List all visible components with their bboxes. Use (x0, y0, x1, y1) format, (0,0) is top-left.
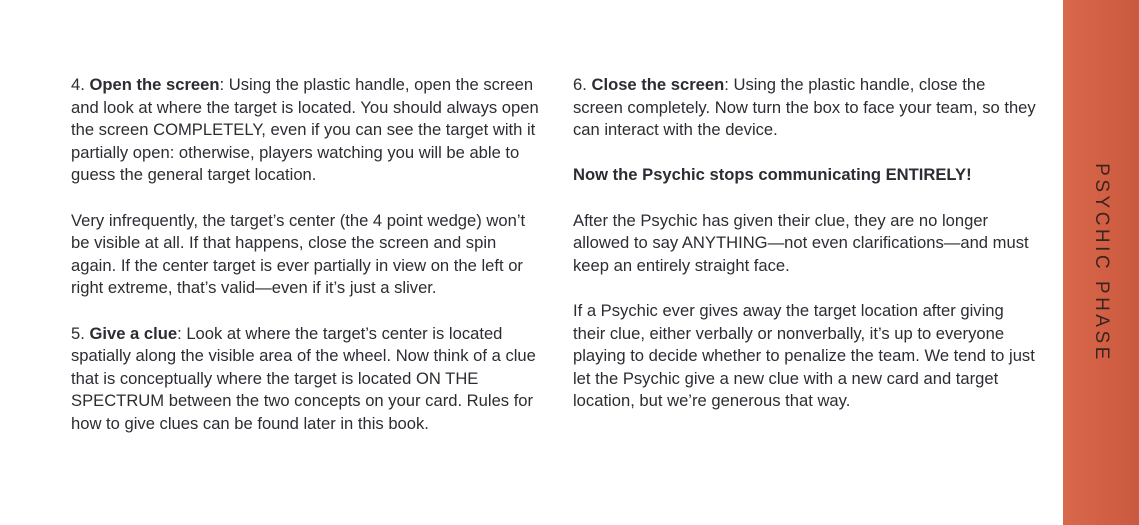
right-column (573, 74, 1038, 436)
step-4-title: Open the screen (89, 75, 220, 94)
left-column (71, 74, 546, 458)
step-4-number: 4. (71, 75, 85, 94)
step-6-text: : Using the plastic handle, close the screen completely. Now turn the box to face your team, so they can interact with the device. (573, 75, 1036, 140)
step-5-title: Give a clue (89, 323, 178, 343)
step-4-paragraph (71, 74, 546, 187)
step-5-number: 5. (71, 323, 85, 343)
step-5-paragraph (71, 323, 546, 436)
psychic-silence-warning-paragraph (573, 164, 1038, 187)
wedge-visibility-note: Very infrequently, the target’s center (the 4 point wedge) won’t be visible at all. If that happens, close the screen and spin again. If the center target is ever partially in view on the left or right extreme, that’s valid—even if it’s just a sliver. (71, 210, 526, 298)
step-6-title: Close the screen (591, 75, 725, 94)
step-5-text: : Look at where the target’s center is located spatially along the visible area of the wheel. Now think of a clue that is conceptually where the target is located ON THE SPECTRUM between the two concepts on your card. Rules for how to give clues can be found later in this book. (71, 323, 536, 433)
psychic-silence-warning: Now the Psychic stops communicating ENTIRELY! (573, 165, 972, 185)
step-6-number: 6. (573, 75, 587, 94)
no-talking-paragraph: After the Psychic has given their clue, they are no longer allowed to say ANYTHING—not even clarifications—and must keep an entirely straight face. (573, 210, 1029, 275)
step-6-paragraph (573, 74, 1038, 142)
step-4-text: : Using the plastic handle, open the screen and look at where the target is located. You should always open the screen COMPLETELY, even if you can see the target with it partially open: otherwise, players watching you will be able to guess the general target location. (71, 75, 539, 185)
section-sidebar (1063, 0, 1139, 525)
penalty-paragraph: If a Psychic ever gives away the target location after giving their clue, either verbally or nonverbally, it’s up to everyone playing to decide whether to penalize the team. We tend to just let the Psychic give a new clue with a new card and target location, but we’re generous that way. (573, 300, 1035, 411)
section-title: PSYCHIC PHASE (1091, 163, 1112, 363)
